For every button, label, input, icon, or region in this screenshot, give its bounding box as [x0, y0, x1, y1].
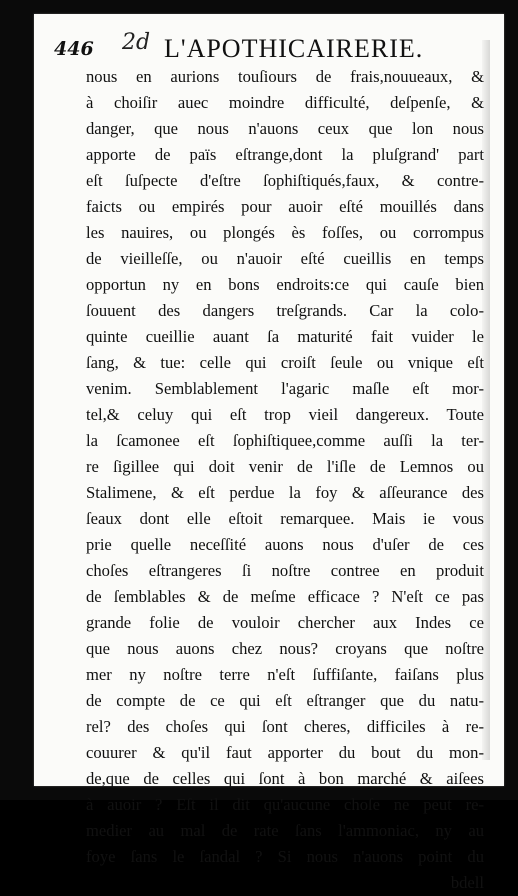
text-line: couurer & qu'il faut apporter du bout du mon- [86, 743, 484, 762]
text-line: la ſcamonee eſt ſophiſtiquee,comme auſſi la ter- [86, 431, 484, 450]
text-line: ſeaux dont elle eſtoit remarquee. Mais ie vous [86, 509, 484, 528]
text-line: re ſigillee qui doit venir de l'iſle de Lemnos ou [86, 457, 484, 476]
text-line: foye ſans le ſandal ? Si nous n'auons point du [86, 847, 484, 866]
text-line: nous en aurions touſiours de frais,nouueaux, & [86, 67, 484, 86]
page-number: 446 [54, 38, 94, 60]
text-line: danger, que nous n'auons ceux que lon nous [86, 119, 484, 138]
text-line: mer ny noſtre terre n'eſt ſuffiſante, faiſans plus [86, 665, 484, 684]
text-line: de,que de celles qui ſont à bon marché & aiſees [86, 769, 484, 788]
text-line: Stalimene, & eſt perdue la foy & aſſeurance des [86, 483, 484, 502]
text-line: que nous auons chez nous? croyans que noſtre [86, 639, 484, 658]
text-line: de ſemblables & de meſme efficace ? N'eſt ce pas [86, 587, 484, 606]
running-title: L'APOTHICAIRERIE. [164, 34, 424, 63]
text-line: opportun ny en bons endroits:ce qui cauſe bien [86, 275, 484, 294]
text-line: grande folie de vouloir chercher aux Indes ce [86, 613, 484, 632]
text-line: ſouuent des dangers treſgrands. Car la colo- [86, 301, 484, 320]
text-line: apporte de païs eſtrange,dont la pluſgrand' part [86, 145, 484, 164]
text-line: à auoir ? Eſt il dit qu'aucune choſe ne peut re- [86, 795, 484, 814]
text-line: venim. Semblablement l'agaric maſle eſt mor- [86, 379, 484, 398]
catchword: bdell [450, 873, 484, 892]
text-line: eſt ſuſpecte d'eſtre ſophiſtiqués,faux, & contre- [86, 171, 484, 190]
text-line: de compte de ce qui eſt eſtranger que du natu- [86, 691, 484, 710]
body-text [86, 64, 484, 896]
text-line: choſes eſtrangeres ſi noſtre contree en produit [86, 561, 484, 580]
handwritten-annotation: 2d [122, 30, 151, 55]
text-line: ſang, & tue: celle qui croiſt ſeule ou vnique eſt [86, 353, 484, 372]
text-line: prie quelle neceſſité auons nous d'uſer de ces [86, 535, 484, 554]
text-line: à choiſir auec moindre difficulté, deſpenſe, & [86, 93, 484, 112]
text-line: rel? des choſes qui ſont cheres, difficiles à re- [86, 717, 484, 736]
text-line: tel,& celuy qui eſt trop vieil dangereux. Toute [86, 405, 484, 424]
text-line: medier au mal de rate ſans l'ammoniac, ny au [86, 821, 484, 840]
text-line: faicts ou empirés pour auoir eſté mouillés dans [86, 197, 484, 216]
text-line: les nauires, ou plongés ès foſſes, ou corrompus [86, 223, 484, 242]
text-line: de vieilleſſe, ou n'auoir eſté cueillis en temps [86, 249, 484, 268]
text-line: quinte cueillie auant ſa maturité fait vuider le [86, 327, 484, 346]
page-header [54, 30, 494, 64]
